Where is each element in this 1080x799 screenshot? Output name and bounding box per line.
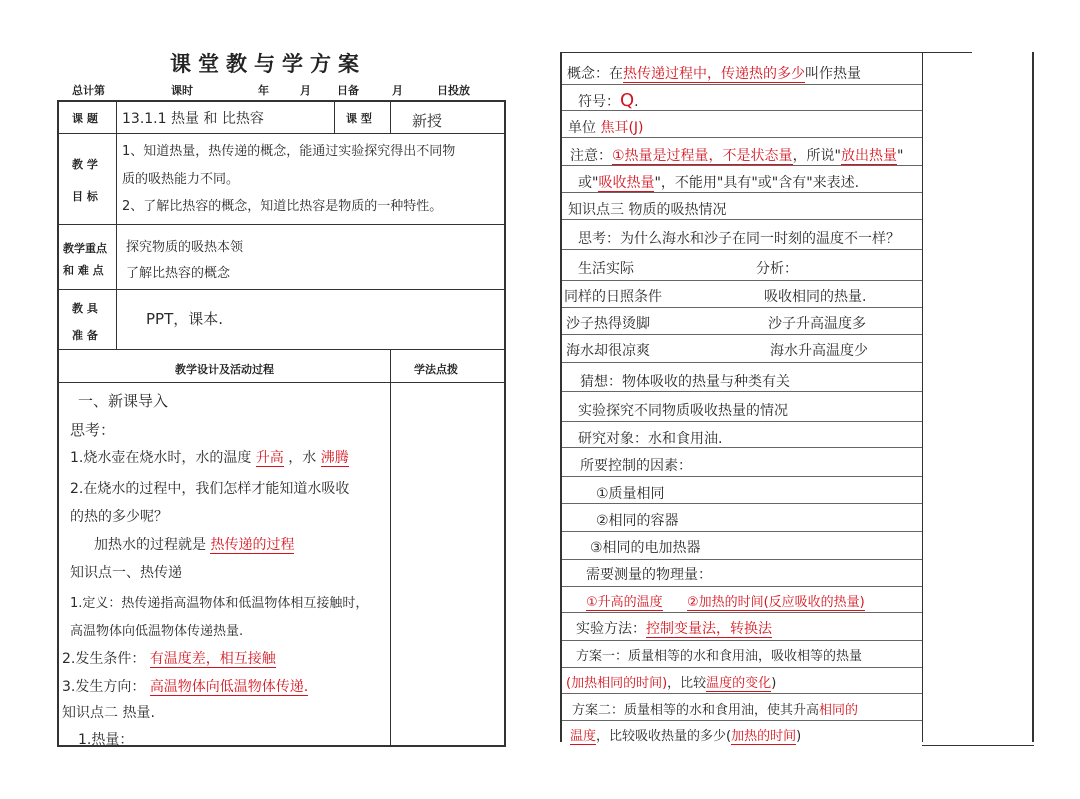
topic-value: 13.1.1 热量 和 比热容 xyxy=(122,111,264,127)
side-header: 学法点拨 xyxy=(414,363,458,376)
note-text: ，比较 xyxy=(667,676,707,691)
note-text: 生活实际 xyxy=(578,261,634,277)
note-text-red: (加热相同的时间) xyxy=(566,676,668,691)
note-text: 概念：在 xyxy=(567,66,623,82)
body-line: 知识点一、热传递 xyxy=(70,565,182,581)
note-text-red: 吸收热量 xyxy=(598,175,655,191)
note-line: ①质量相同 xyxy=(596,486,665,502)
body-text: 1.烧水壶在烧水时，水的温度 xyxy=(70,450,252,466)
note-text-red: ②加热的时间(反应吸收的热量) xyxy=(686,595,865,610)
note-line: 猜想：物体吸收的热量与种类有关 xyxy=(580,374,790,390)
meta-month: 月 xyxy=(300,84,311,97)
goal-line-1: 1、知道热量，热传递的概念，能通过实验探究得出不同物 xyxy=(122,144,456,159)
body-line: 高温物体向低温物体传递热量. xyxy=(70,624,244,639)
type-label: 课 型 xyxy=(346,112,372,125)
note-line: 实验探究不同物质吸收热量的情况 xyxy=(578,403,788,419)
note-line xyxy=(578,90,639,111)
note-line xyxy=(570,725,801,744)
note-line: ③相同的电加热器 xyxy=(590,540,701,556)
page-border xyxy=(560,52,562,742)
note-text-red: 温度 xyxy=(570,729,597,744)
meta-year: 年 xyxy=(258,84,269,97)
note-text: 或" xyxy=(578,175,599,191)
note-text-red: 加热的时间 xyxy=(731,729,797,744)
page-title: 课堂教与学方案 xyxy=(170,52,366,76)
key-label-2: 和 难 点 xyxy=(63,264,104,277)
body-line xyxy=(70,447,349,467)
meta-lesson: 课时 xyxy=(171,84,193,97)
note-text: 注意： xyxy=(570,148,612,164)
tool-value: PPT，课本. xyxy=(146,310,224,328)
note-text: 叫作热量 xyxy=(805,66,861,82)
key-label-1: 教学重点 xyxy=(63,242,107,255)
note-text: 方案二：质量相等的水和食用油，使其升高 xyxy=(572,703,820,718)
body-text: 加热水的过程就是 xyxy=(94,537,206,553)
type-value: 新授 xyxy=(412,112,443,130)
body-line xyxy=(62,676,308,696)
note-text-red: 放出热量 xyxy=(841,148,898,164)
note-text-red: 控制变量法，转换法 xyxy=(646,621,772,637)
note-text: ，比较吸收热量的多少( xyxy=(596,729,732,744)
note-text: 分析： xyxy=(756,261,798,277)
note-text-red: 焦耳(J) xyxy=(600,120,644,136)
topic-label: 课 题 xyxy=(72,112,98,125)
body-line: 1.热量： xyxy=(78,732,134,748)
note-text: ) xyxy=(771,676,777,691)
note-text: ，所说" xyxy=(792,148,842,164)
body-text: 3.发生方向： xyxy=(62,679,146,695)
note-text: 符号： xyxy=(578,94,620,110)
section-header: 教学设计及活动过程 xyxy=(175,363,274,376)
tool-label-1: 教 具 xyxy=(72,302,98,315)
meta-day-put: 日投放 xyxy=(437,84,470,97)
note-line: 吸收相同的热量. xyxy=(764,289,867,305)
tool-label-2: 准 备 xyxy=(72,329,98,342)
body-text-red: 热传递的过程 xyxy=(210,537,295,553)
note-line: 研究对象：水和食用油. xyxy=(578,431,723,447)
body-text-red: 高温物体向低温物体传递. xyxy=(149,679,309,695)
note-line: 海水却很凉爽 xyxy=(566,343,650,359)
note-text-red: 相同的 xyxy=(819,703,859,718)
meta-day-prep: 日备 xyxy=(337,84,359,97)
body-text: 2.发生条件： xyxy=(62,651,146,667)
note-line: 需要测量的物理量： xyxy=(586,567,712,583)
note-line: 海水升高温度少 xyxy=(770,343,868,359)
note-text-red: 热传递过程中，传递热的多少 xyxy=(623,66,805,82)
body-text-red: 沸腾 xyxy=(320,450,349,466)
note-line xyxy=(578,258,798,278)
goal-label-2: 目 标 xyxy=(72,190,98,203)
goal-label-1: 教 学 xyxy=(72,158,98,171)
note-text-red: Q xyxy=(620,90,635,111)
body-line: 思考： xyxy=(70,421,116,439)
note-line: 知识点三 物质的吸热情况 xyxy=(568,202,727,218)
note-text: 实验方法： xyxy=(576,621,646,637)
note-text-red: ①热量是过程量，不是状态量 xyxy=(612,148,793,164)
body-line xyxy=(62,648,276,668)
body-text-red: 有温度差，相互接触 xyxy=(149,651,276,667)
key-line-2: 了解比热容的概念 xyxy=(126,266,231,281)
table-border xyxy=(57,100,506,102)
note-text-red: 温度的变化 xyxy=(706,676,772,691)
note-line: 所要控制的因素： xyxy=(580,458,692,474)
note-line: 沙子热得烫脚 xyxy=(566,316,650,332)
note-line: ②相同的容器 xyxy=(596,513,679,529)
body-line: 一、新课导入 xyxy=(78,392,169,410)
note-line xyxy=(567,63,861,83)
body-text-red: 升高 xyxy=(255,450,284,466)
body-line: 知识点二 热量. xyxy=(62,705,155,721)
note-line xyxy=(576,618,772,638)
meta-total: 总计第 xyxy=(72,84,105,97)
body-line xyxy=(94,534,294,554)
note-line xyxy=(586,591,865,610)
goal-line-2: 质的吸热能力不同。 xyxy=(122,172,240,187)
meta-month2: 月 xyxy=(392,84,403,97)
goal-line-3: 2、了解比热容的概念，知道比热容是物质的一种特性。 xyxy=(122,199,443,214)
note-line xyxy=(568,117,644,137)
note-line: 方案一：质量相等的水和食用油，吸收相等的热量 xyxy=(576,649,863,664)
note-line xyxy=(566,672,776,691)
note-line: 沙子升高温度多 xyxy=(768,316,866,332)
key-line-1: 探究物质的吸热本领 xyxy=(126,240,244,255)
body-line: 2.在烧水的过程中，我们怎样才能知道水吸收 xyxy=(70,481,350,497)
note-text: ) xyxy=(796,729,802,744)
note-line xyxy=(578,172,859,192)
note-line: 思考：为什么海水和沙子在同一时刻的温度不一样？ xyxy=(578,231,900,247)
note-text: 单位 xyxy=(568,120,596,136)
note-line xyxy=(570,145,903,165)
note-text: " xyxy=(897,148,904,164)
note-line: 同样的日照条件 xyxy=(564,289,662,305)
body-text: ，水 xyxy=(288,450,317,466)
note-text: . xyxy=(634,94,639,110)
note-text: "，不能用"具有"或"含有"来表述. xyxy=(654,175,860,191)
body-line: 1.定义：热传递指高温物体和低温物体相互接触时， xyxy=(70,596,369,611)
body-line: 的热的多少呢？ xyxy=(70,509,168,525)
note-line xyxy=(572,699,858,718)
note-text-red: ①升高的温度 xyxy=(586,595,663,610)
